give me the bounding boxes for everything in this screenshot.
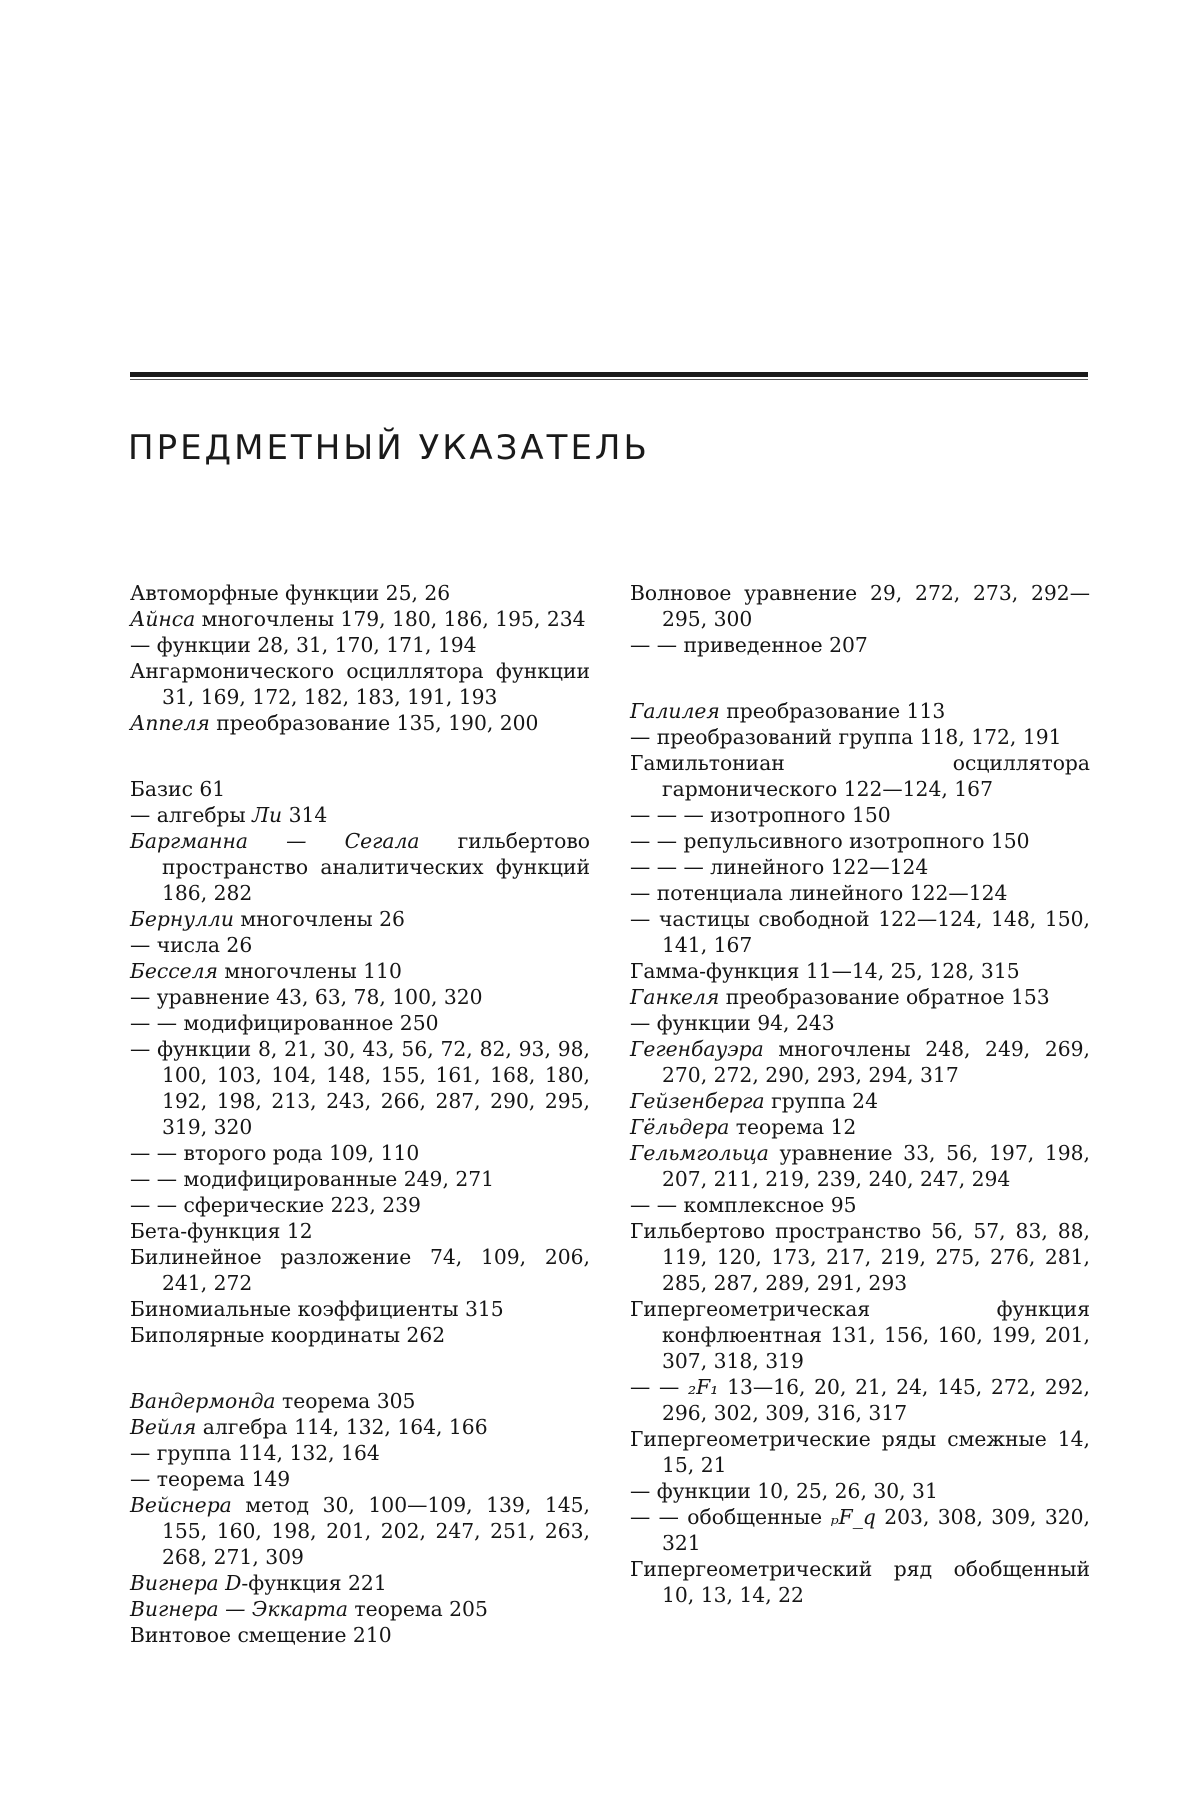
index-entry-italic-text: Гёльдера (630, 1115, 730, 1139)
index-entry-text: — — — линейного 122—124 (630, 855, 929, 879)
index-entry-italic-text: Гельмгольца (630, 1141, 769, 1165)
index-entry (130, 906, 590, 932)
index-entry-italic-text: ₚF_q (830, 1505, 876, 1529)
index-entry-text: Биполярные координаты 262 (130, 1323, 446, 1347)
index-entry (130, 1140, 590, 1166)
index-entry-text: Биномиальные коэффициенты 315 (130, 1297, 504, 1321)
index-entry-text: — функции 8, 21, 30, 43, 56, 72, 82, 93, 98, 100, 103, 104, 148, 155, 161, 168, 180, 192, 198, 213, 243, 266, 287, 290, 295, 319, 320 (130, 1037, 590, 1139)
index-entry-italic-text: Галилея (630, 699, 720, 723)
page-title: ПРЕДМЕТНЫЙ УКАЗАТЕЛЬ (128, 428, 650, 468)
index-entry-text: преобразование обратное 153 (719, 985, 1050, 1009)
index-entry (630, 580, 1090, 632)
index-entry-text: Ангармонического осциллятора функции 31, 169, 172, 182, 183, 191, 193 (130, 659, 590, 709)
index-entry-text: Волновое уравнение 29, 272, 273, 292—295, 300 (630, 581, 1090, 631)
index-entry-text: — — второго рода 109, 110 (130, 1141, 420, 1165)
index-entry-text: Бета-функция 12 (130, 1219, 313, 1243)
index-entry-text: Автоморфные функции 25, 26 (130, 581, 451, 605)
index-entry (630, 1504, 1090, 1556)
index-entry-italic-text: Вандермонда (130, 1389, 276, 1413)
index-entry-text: — — (630, 1375, 689, 1399)
index-entry (130, 828, 590, 906)
index-entry-text: метод 30, 100—109, 139, 145, 155, 160, 198, 201, 202, 247, 251, 263, 268, 271, 309 (162, 1493, 590, 1569)
index-entry-text: — — сферические 223, 239 (130, 1193, 421, 1217)
index-entry (630, 1036, 1090, 1088)
index-entry-text: — — модифицированное 250 (130, 1011, 439, 1035)
index-entry (130, 1388, 590, 1414)
index-entry-text: — — обобщенные (630, 1505, 831, 1529)
index-entry (130, 1596, 590, 1622)
index-entry-text: Базис 61 (130, 777, 226, 801)
index-entry-italic-text: Вигнера (130, 1571, 219, 1595)
index-entry-text: гильбертово пространство аналитических функций 186, 282 (162, 829, 590, 905)
index-entry-text: Гипергеометрическая функция конфлюентная 131, 156, 160, 199, 201, 307, 318, 319 (630, 1297, 1090, 1373)
index-entry-text: Гамильтониан осциллятора гармонического 122—124, 167 (630, 751, 1090, 801)
index-entry (130, 1414, 590, 1440)
index-entry (630, 1426, 1090, 1478)
index-entry-text: многочлены 179, 180, 186, 195, 234 (195, 607, 586, 631)
index-entry-italic-text: Гегенбауэра (630, 1037, 764, 1061)
index-entry (630, 1192, 1090, 1218)
index-entry-text: — — — изотропного 150 (630, 803, 891, 827)
index-entry-text: — функции 28, 31, 170, 171, 194 (130, 633, 477, 657)
index-entry (130, 710, 590, 736)
index-entry-italic-text: Бесселя (130, 959, 218, 983)
index-entry (630, 698, 1090, 724)
index-entry (130, 1010, 590, 1036)
index-entry-italic-text: Вейля (130, 1415, 197, 1439)
index-entry-text: — потенциала линейного 122—124 (630, 881, 1008, 905)
index-entry-text: — — модифицированные 249, 271 (130, 1167, 495, 1191)
index-entry (130, 658, 590, 710)
index-entry-text: 314 (282, 803, 328, 827)
index-entry (130, 606, 590, 632)
index-entry-text: — функции 10, 25, 26, 30, 31 (630, 1479, 938, 1503)
index-entry (130, 1296, 590, 1322)
index-entry-text: преобразование 113 (719, 699, 946, 723)
index-entry-text: 203, 308, 309, 320, 321 (662, 1505, 1090, 1555)
index-entry (130, 1166, 590, 1192)
header-rule-thin (130, 379, 1088, 380)
index-entry (130, 1218, 590, 1244)
index-entry (130, 984, 590, 1010)
index-column-right (630, 580, 1090, 1608)
index-entry-text: Гамма-функция 11—14, 25, 128, 315 (630, 959, 1020, 983)
index-entry-text: группа 24 (764, 1089, 878, 1113)
index-entry-text: преобразование 135, 190, 200 (209, 711, 539, 735)
index-entry-text: — теорема 149 (130, 1467, 291, 1491)
index-entry (130, 580, 590, 606)
index-entry (130, 1244, 590, 1296)
index-entry-text: Гипергеометрические ряды смежные 14, 15, 21 (630, 1427, 1090, 1477)
index-entry-italic-text: Гейзенберга (630, 1089, 765, 1113)
index-column-left (130, 580, 590, 1648)
index-entry (130, 1622, 590, 1648)
index-entry (630, 880, 1090, 906)
index-entry-text: теорема 205 (347, 1597, 488, 1621)
index-entry-italic-text: Аппеля (130, 711, 210, 735)
index-entry (130, 776, 590, 802)
index-entry (630, 632, 1090, 658)
index-entry-text: уравнение 33, 56, 197, 198, 207, 211, 219, 239, 240, 247, 294 (662, 1141, 1090, 1191)
index-entry-text: — — приведенное 207 (630, 633, 868, 657)
index-entry (630, 854, 1090, 880)
index-entry (130, 1570, 590, 1596)
index-entry-italic-text: Ганкеля (630, 985, 720, 1009)
index-entry (630, 1088, 1090, 1114)
index-entry (630, 906, 1090, 958)
index-entry (130, 1466, 590, 1492)
index-entry-italic-text: ₂F₁ (688, 1375, 719, 1399)
index-entry-text: — преобразований группа 118, 172, 191 (630, 725, 1062, 749)
index-entry-text: многочлены 110 (217, 959, 402, 983)
index-entry-text: Винтовое смещение 210 (130, 1623, 392, 1647)
index-entry (630, 1556, 1090, 1608)
index-entry (630, 724, 1090, 750)
index-entry-text: -функция 221 (241, 1571, 387, 1595)
index-entry-text: — — репульсивного изотропного 150 (630, 829, 1030, 853)
index-entry (130, 1440, 590, 1466)
index-entry (130, 1192, 590, 1218)
index-entry (130, 802, 590, 828)
index-entry-text: Билинейное разложение 74, 109, 206, 241, 272 (130, 1245, 590, 1295)
index-entry (130, 958, 590, 984)
index-entry (130, 1492, 590, 1570)
index-entry-italic-text: Баргманна — Сегала (130, 829, 420, 853)
index-entry-text: Гильбертово пространство 56, 57, 83, 88, 119, 120, 173, 217, 219, 275, 276, 281, 285, 287, 289, 291, 293 (630, 1219, 1090, 1295)
index-entry (630, 984, 1090, 1010)
index-entry-text: — алгебры (130, 803, 253, 827)
index-entry (630, 828, 1090, 854)
index-entry (630, 1374, 1090, 1426)
index-entry-text: — уравнение 43, 63, 78, 100, 320 (130, 985, 483, 1009)
index-entry-italic-text: Вигнера — Эккарта (130, 1597, 348, 1621)
index-entry-text: теорема 305 (275, 1389, 416, 1413)
index-entry-text: — — комплексное 95 (630, 1193, 857, 1217)
index-entry-text: Гипергеометрический ряд обобщенный 10, 13, 14, 22 (630, 1557, 1090, 1607)
index-entry-text: многочлены 248, 249, 269, 270, 272, 290, 293, 294, 317 (662, 1037, 1090, 1087)
index-entry-italic-text: D (225, 1571, 242, 1595)
index-entry (130, 1322, 590, 1348)
index-entry-text: — группа 114, 132, 164 (130, 1441, 380, 1465)
index-entry (630, 1010, 1090, 1036)
index-entry (630, 750, 1090, 802)
index-entry (630, 1478, 1090, 1504)
index-entry-text: теорема 12 (729, 1115, 857, 1139)
index-entry-italic-text: Ли (252, 803, 283, 827)
index-entry (130, 932, 590, 958)
index-entry-text: — частицы свободной 122—124, 148, 150, 141, 167 (630, 907, 1090, 957)
index-entry (630, 1140, 1090, 1192)
index-entry-text: — функции 94, 243 (630, 1011, 835, 1035)
index-entry (130, 1036, 590, 1140)
index-entry-text: многочлены 26 (233, 907, 405, 931)
index-entry (630, 802, 1090, 828)
index-entry-text: — числа 26 (130, 933, 253, 957)
index-entry (630, 958, 1090, 984)
index-entry-italic-text: Айнса (130, 607, 196, 631)
index-entry-text: алгебра 114, 132, 164, 166 (196, 1415, 488, 1439)
index-entry (630, 1218, 1090, 1296)
index-entry-italic-text: Вейснера (130, 1493, 232, 1517)
index-entry-italic-text: Бернулли (130, 907, 234, 931)
index-entry (630, 1296, 1090, 1374)
index-entry (630, 1114, 1090, 1140)
header-rule (130, 372, 1088, 377)
index-entry (130, 632, 590, 658)
index-entry-text: 13—16, 20, 21, 24, 145, 272, 292, 296, 302, 309, 316, 317 (662, 1375, 1090, 1425)
